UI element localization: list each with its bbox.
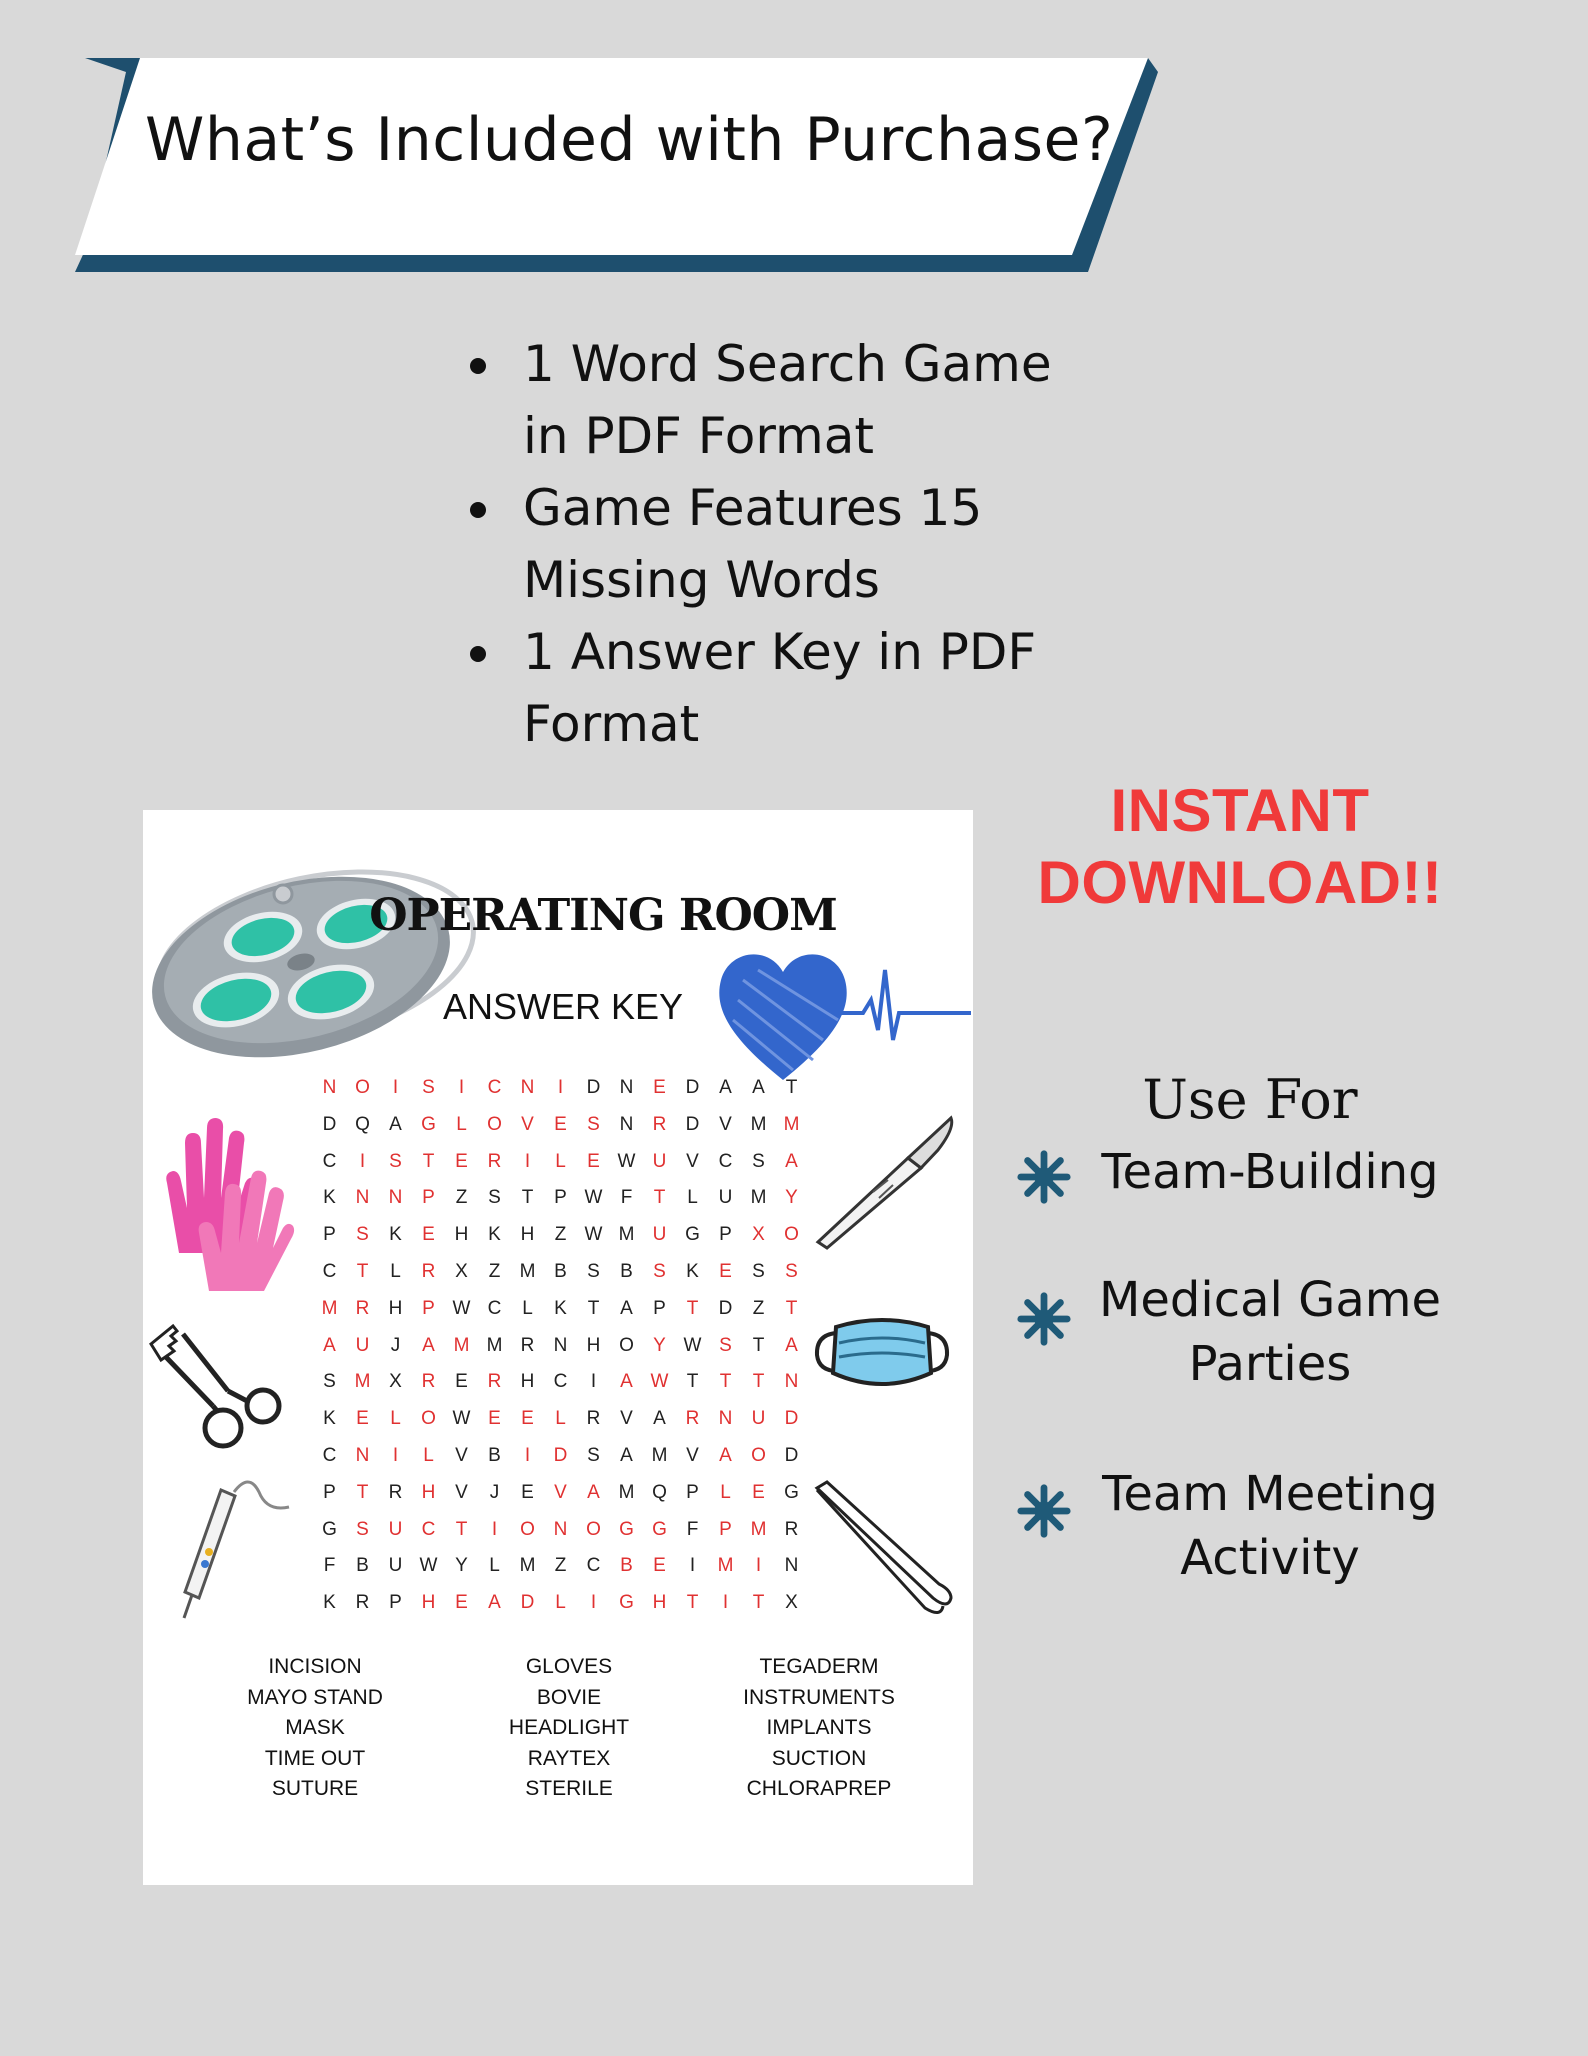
grid-letter: W xyxy=(683,1334,702,1356)
grid-letter: S xyxy=(587,1444,600,1466)
grid-letter: S xyxy=(752,1150,765,1172)
grid-letter: E xyxy=(488,1408,501,1430)
grid-letter: Q xyxy=(355,1113,370,1135)
asterisk-star-icon xyxy=(1015,1290,1073,1348)
grid-letter: S xyxy=(488,1187,501,1209)
grid-letter: M xyxy=(618,1481,635,1503)
grid-letter: I xyxy=(590,1371,597,1393)
asterisk-star-icon xyxy=(1015,1148,1073,1206)
grid-letter: K xyxy=(323,1592,336,1614)
grid-letter: L xyxy=(555,1592,566,1614)
grid-letter: U xyxy=(652,1224,667,1246)
grid-letter: I xyxy=(392,1444,399,1466)
grid-letter: H xyxy=(520,1224,535,1246)
word-search-grid xyxy=(313,1070,808,1622)
grid-letter: B xyxy=(488,1444,501,1466)
grid-letter: P xyxy=(719,1518,732,1540)
grid-letter: U xyxy=(652,1150,667,1172)
grid-letter: S xyxy=(587,1260,600,1282)
grid-letter: N xyxy=(388,1187,403,1209)
grid-letter: O xyxy=(355,1077,370,1098)
grid-letter: N xyxy=(322,1077,337,1098)
grid-letter: G xyxy=(784,1481,799,1503)
grid-letter: G xyxy=(685,1224,700,1246)
grid-letter: F xyxy=(323,1555,336,1577)
grid-letter: Y xyxy=(455,1555,468,1577)
grid-letter: T xyxy=(686,1371,699,1393)
grid-letter: R xyxy=(685,1408,700,1430)
grid-letter: L xyxy=(390,1408,401,1430)
grid-letter: T xyxy=(653,1187,666,1209)
heart-ekg-icon xyxy=(713,940,973,1090)
grid-letter: I xyxy=(491,1518,498,1540)
included-list xyxy=(465,328,1085,760)
grid-letter: X xyxy=(752,1224,765,1246)
grid-letter: Y xyxy=(785,1187,798,1209)
grid-letter: M xyxy=(651,1444,668,1466)
grid-letter: P xyxy=(554,1187,567,1209)
grid-letter: I xyxy=(458,1077,465,1098)
grid-letter: L xyxy=(687,1187,698,1209)
grid-letter: E xyxy=(653,1077,666,1098)
grid-letter: R xyxy=(487,1371,502,1393)
grid-letter: T xyxy=(686,1592,699,1614)
gloves-icon xyxy=(159,1113,295,1293)
grid-letter: I xyxy=(557,1077,564,1098)
word-list-column: INCISION MAYO STAND MASK TIME OUT SUTURE xyxy=(247,1655,383,1800)
grid-letter: Z xyxy=(455,1187,468,1209)
grid-letter: V xyxy=(455,1444,468,1466)
grid-letter: I xyxy=(524,1150,531,1172)
grid-letter: W xyxy=(419,1555,438,1577)
grid-letter: R xyxy=(652,1113,667,1135)
grid-letter: H xyxy=(520,1371,535,1393)
grid-letter: T xyxy=(356,1481,369,1503)
grid-letter: O xyxy=(586,1518,601,1540)
grid-letter: S xyxy=(389,1150,402,1172)
grid-letter: V xyxy=(620,1408,633,1430)
grid-letter: T xyxy=(752,1592,765,1614)
grid-letter: A xyxy=(620,1297,633,1319)
bullet-dot-icon xyxy=(470,358,486,374)
grid-letter: E xyxy=(356,1408,369,1430)
grid-letter: V xyxy=(686,1444,699,1466)
grid-letter: D xyxy=(685,1077,700,1098)
grid-letter: L xyxy=(555,1408,566,1430)
grid-letter: A xyxy=(785,1334,798,1356)
grid-letter: A xyxy=(620,1444,633,1466)
grid-letter: D xyxy=(586,1077,601,1098)
grid-letter: L xyxy=(720,1481,731,1503)
grid-letter: R xyxy=(487,1150,502,1172)
grid-letter: M xyxy=(750,1187,767,1209)
answer-key-sheet xyxy=(143,810,973,1885)
grid-letter: D xyxy=(718,1297,733,1319)
grid-letter: K xyxy=(686,1260,699,1282)
grid-letter: U xyxy=(388,1555,403,1577)
grid-letter: A xyxy=(719,1444,732,1466)
forceps-icon xyxy=(813,1480,963,1620)
grid-letter: C xyxy=(421,1518,436,1540)
grid-letter: T xyxy=(455,1518,468,1540)
grid-letter: E xyxy=(719,1260,732,1282)
grid-letter: E xyxy=(521,1481,534,1503)
retractor-icon xyxy=(143,1316,293,1466)
grid-letter: M xyxy=(717,1555,734,1577)
grid-letter: E xyxy=(752,1481,765,1503)
grid-letter: K xyxy=(323,1408,336,1430)
grid-letter: R xyxy=(421,1371,436,1393)
grid-letter: F xyxy=(620,1187,633,1209)
grid-letter: S xyxy=(587,1113,600,1135)
grid-letter: X xyxy=(389,1371,402,1393)
grid-letter: P xyxy=(686,1481,699,1503)
grid-letter: P xyxy=(422,1187,435,1209)
grid-letter: V xyxy=(521,1113,534,1135)
grid-letter: S xyxy=(653,1260,666,1282)
grid-letter: K xyxy=(389,1224,402,1246)
grid-letter: T xyxy=(785,1297,798,1319)
grid-letter: M xyxy=(486,1334,503,1356)
grid-letter: A xyxy=(488,1592,501,1614)
grid-letter: W xyxy=(452,1408,471,1430)
grid-letter: G xyxy=(322,1518,337,1540)
grid-letter: Z xyxy=(488,1260,501,1282)
grid-letter: G xyxy=(421,1113,436,1135)
grid-letter: D xyxy=(784,1408,799,1430)
grid-letter: P xyxy=(323,1224,336,1246)
grid-letter: S xyxy=(719,1334,732,1356)
grid-letter: D xyxy=(322,1113,337,1135)
grid-letter: K xyxy=(323,1187,336,1209)
grid-letter: A xyxy=(389,1113,402,1135)
grid-letter: O xyxy=(487,1113,502,1135)
grid-letter: M xyxy=(453,1334,470,1356)
grid-letter: W xyxy=(617,1150,636,1172)
grid-letter: P xyxy=(422,1297,435,1319)
grid-letter: L xyxy=(390,1260,401,1282)
grid-letter: A xyxy=(323,1334,336,1356)
grid-letter: J xyxy=(489,1481,500,1503)
grid-letter: C xyxy=(718,1150,733,1172)
grid-letter: N xyxy=(355,1187,370,1209)
grid-letter: E xyxy=(554,1113,567,1135)
grid-letter: T xyxy=(752,1371,765,1393)
header-banner xyxy=(0,0,1588,300)
grid-letter: U xyxy=(355,1334,370,1356)
grid-letter: N xyxy=(619,1077,634,1098)
grid-letter: R xyxy=(388,1481,403,1503)
grid-letter: J xyxy=(390,1334,401,1356)
grid-letter: K xyxy=(554,1297,567,1319)
grid-letter: G xyxy=(652,1518,667,1540)
grid-letter: O xyxy=(619,1334,634,1356)
grid-letter: S xyxy=(356,1224,369,1246)
grid-letter: V xyxy=(686,1150,699,1172)
grid-letter: R xyxy=(784,1518,799,1540)
scalpel-icon xyxy=(813,1110,963,1250)
grid-letter: M xyxy=(519,1260,536,1282)
grid-letter: H xyxy=(454,1224,469,1246)
grid-letter: U xyxy=(751,1408,766,1430)
grid-letter: L xyxy=(456,1113,467,1135)
grid-letter: G xyxy=(619,1592,634,1614)
included-item: Game Features 15 Missing Words xyxy=(465,472,1085,616)
grid-letter: T xyxy=(422,1150,435,1172)
grid-letter: M xyxy=(519,1555,536,1577)
grid-letter: H xyxy=(421,1592,436,1614)
grid-letter: I xyxy=(755,1555,762,1577)
grid-letter: S xyxy=(356,1518,369,1540)
grid-letter: D xyxy=(784,1444,799,1466)
grid-letter: O xyxy=(421,1408,436,1430)
grid-letter: K xyxy=(488,1224,501,1246)
grid-letter: Z xyxy=(554,1555,567,1577)
grid-letter: B xyxy=(620,1555,633,1577)
grid-letter: E xyxy=(587,1150,600,1172)
grid-letter: T xyxy=(356,1260,369,1282)
bullet-dot-icon xyxy=(470,646,486,662)
grid-letter: E xyxy=(455,1371,468,1393)
grid-letter: N xyxy=(355,1444,370,1466)
grid-letter: N xyxy=(553,1518,568,1540)
sheet-subtitle: ANSWER KEY xyxy=(442,986,684,1027)
grid-letter: T xyxy=(587,1297,600,1319)
grid-letter: R xyxy=(355,1592,370,1614)
grid-letter: R xyxy=(421,1260,436,1282)
grid-letter: M xyxy=(354,1371,371,1393)
grid-letter: V xyxy=(455,1481,468,1503)
grid-letter: W xyxy=(650,1371,669,1393)
grid-letter: S xyxy=(785,1260,798,1282)
grid-letter: F xyxy=(686,1518,699,1540)
grid-letter: R xyxy=(355,1297,370,1319)
grid-letter: I xyxy=(392,1077,399,1098)
word-list-column: TEGADERM INSTRUMENTS IMPLANTS SUCTION CHLORAPREP xyxy=(743,1655,895,1800)
grid-letter: E xyxy=(653,1555,666,1577)
grid-letter: E xyxy=(521,1408,534,1430)
grid-letter: O xyxy=(520,1518,535,1540)
grid-letter: A xyxy=(719,1077,732,1098)
grid-letter: C xyxy=(487,1297,502,1319)
grid-letter: U xyxy=(388,1518,403,1540)
word-list-column: GLOVES BOVIE HEADLIGHT RAYTEX STERILE xyxy=(508,1655,630,1800)
bovie-pen-icon xyxy=(179,1472,295,1620)
grid-letter: Y xyxy=(653,1334,666,1356)
grid-letter: T xyxy=(752,1334,765,1356)
grid-letter: L xyxy=(489,1555,500,1577)
banner-title: What’s Included with Purchase? xyxy=(145,105,1114,175)
grid-letter: I xyxy=(722,1592,729,1614)
grid-letter: C xyxy=(322,1260,337,1282)
grid-letter: N xyxy=(619,1113,634,1135)
grid-letter: A xyxy=(587,1481,600,1503)
included-item: 1 Answer Key in PDF Format xyxy=(465,616,1085,760)
grid-letter: N xyxy=(553,1334,568,1356)
grid-letter: M xyxy=(618,1224,635,1246)
grid-letter: A xyxy=(422,1334,435,1356)
grid-letter: N xyxy=(784,1371,799,1393)
grid-letter: A xyxy=(752,1077,765,1098)
grid-letter: E xyxy=(422,1224,435,1246)
grid-letter: T xyxy=(686,1297,699,1319)
grid-letter: Z xyxy=(554,1224,567,1246)
grid-letter: S xyxy=(752,1260,765,1282)
grid-letter: U xyxy=(718,1187,733,1209)
bullet-dot-icon xyxy=(470,502,486,518)
grid-letter: V xyxy=(554,1481,567,1503)
grid-letter: H xyxy=(388,1297,403,1319)
grid-letter: I xyxy=(689,1555,696,1577)
grid-letter: Z xyxy=(752,1297,765,1319)
grid-letter: C xyxy=(322,1150,337,1172)
grid-letter: B xyxy=(554,1260,567,1282)
grid-letter: W xyxy=(584,1224,603,1246)
grid-letter: B xyxy=(356,1555,369,1577)
grid-letter: A xyxy=(620,1371,633,1393)
use-for-title: Use For xyxy=(1142,1068,1358,1131)
grid-letter: D xyxy=(685,1113,700,1135)
grid-letter: M xyxy=(783,1113,800,1135)
sheet-title: OPERATING ROOM xyxy=(369,890,837,941)
asterisk-star-icon xyxy=(1015,1482,1073,1540)
grid-letter: L xyxy=(423,1444,434,1466)
grid-letter: A xyxy=(653,1408,666,1430)
grid-letter: H xyxy=(421,1481,436,1503)
grid-letter: O xyxy=(751,1444,766,1466)
grid-letter: S xyxy=(422,1077,435,1098)
grid-letter: P xyxy=(719,1224,732,1246)
instant-download-label: INSTANT DOWNLOAD!! xyxy=(1037,777,1443,916)
grid-letter: W xyxy=(452,1297,471,1319)
grid-letter: T xyxy=(719,1371,732,1393)
grid-letter: R xyxy=(586,1408,601,1430)
grid-letter: R xyxy=(520,1334,535,1356)
grid-letter: O xyxy=(784,1224,799,1246)
grid-letter: M xyxy=(750,1113,767,1135)
grid-letter: G xyxy=(619,1518,634,1540)
grid-letter: L xyxy=(555,1150,566,1172)
grid-letter: E xyxy=(455,1150,468,1172)
grid-letter: M xyxy=(750,1518,767,1540)
grid-letter: W xyxy=(584,1187,603,1209)
grid-letter: D xyxy=(520,1592,535,1614)
grid-letter: V xyxy=(719,1113,732,1135)
grid-letter: E xyxy=(455,1592,468,1614)
grid-letter: C xyxy=(553,1371,568,1393)
grid-letter: Q xyxy=(652,1481,667,1503)
grid-letter: C xyxy=(586,1555,601,1577)
grid-letter: I xyxy=(590,1592,597,1614)
grid-letter: N xyxy=(520,1077,535,1098)
grid-letter: N xyxy=(718,1408,733,1430)
grid-letter: L xyxy=(522,1297,533,1319)
grid-letter: N xyxy=(784,1555,799,1577)
grid-letter: M xyxy=(321,1297,338,1319)
mask-icon xyxy=(811,1315,953,1395)
grid-letter: I xyxy=(524,1444,531,1466)
grid-letter: D xyxy=(553,1444,568,1466)
grid-letter: P xyxy=(323,1481,336,1503)
grid-letter: B xyxy=(620,1260,633,1282)
included-item: 1 Word Search Game in PDF Format xyxy=(465,328,1085,472)
grid-letter: X xyxy=(455,1260,468,1282)
grid-letter: H xyxy=(652,1592,667,1614)
grid-letter: T xyxy=(521,1187,534,1209)
grid-letter: C xyxy=(322,1444,337,1466)
grid-letter: S xyxy=(323,1371,336,1393)
grid-letter: C xyxy=(487,1077,502,1098)
grid-letter: A xyxy=(785,1150,798,1172)
grid-letter: P xyxy=(653,1297,666,1319)
grid-letter: T xyxy=(785,1077,798,1098)
grid-letter: I xyxy=(359,1150,366,1172)
grid-letter: P xyxy=(389,1592,402,1614)
grid-letter: X xyxy=(785,1592,798,1614)
grid-letter: H xyxy=(586,1334,601,1356)
